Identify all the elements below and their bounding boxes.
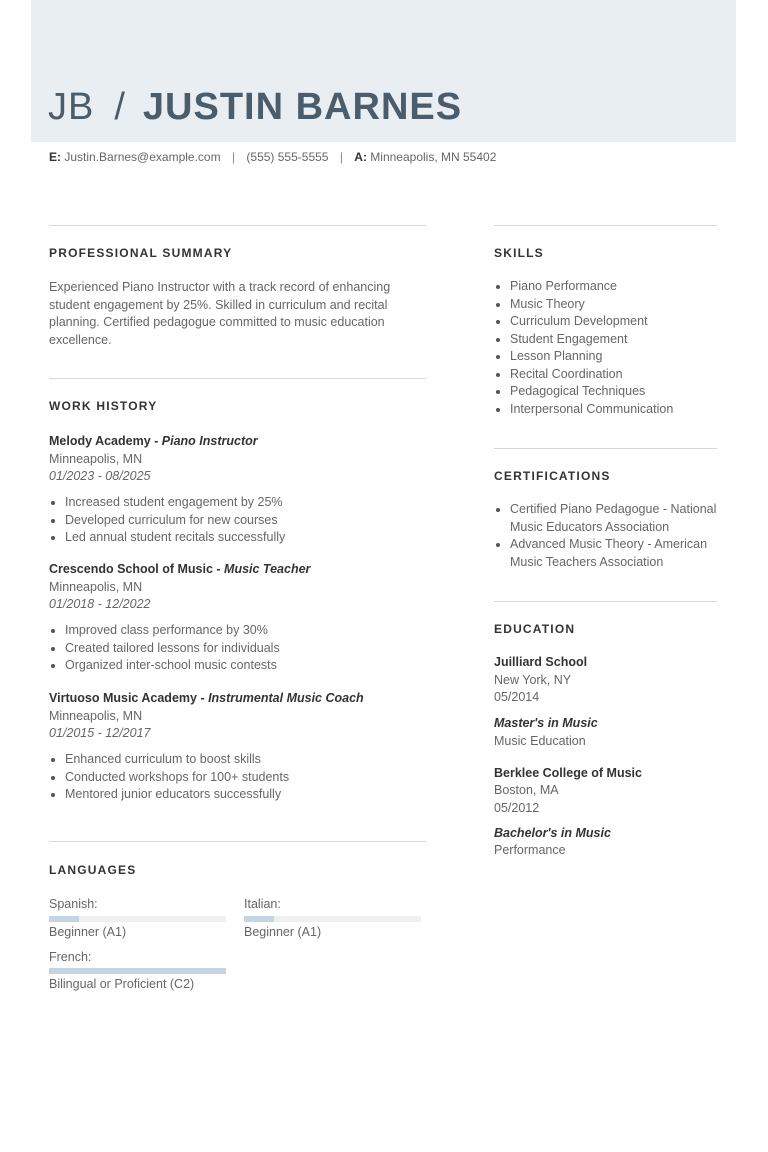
certifications-list	[494, 501, 718, 571]
contact-separator: |	[339, 150, 343, 164]
job-dash: -	[196, 691, 209, 705]
summary-text: Experienced Piano Instructor with a track record of enhancing student engagement by 25%. Skilled in curriculum and recital planning. Certified pedagogue committed to music education excellence.	[49, 280, 391, 347]
section-divider	[494, 225, 717, 226]
skills-heading: SKILLS	[494, 246, 544, 260]
job-dates: 01/2023 - 08/2025	[49, 469, 151, 483]
job-title	[49, 434, 258, 448]
list-item: Led annual student recitals successfully	[49, 529, 419, 547]
certifications-heading: CERTIFICATIONS	[494, 469, 611, 483]
education-school: Juilliard School	[494, 655, 588, 669]
list-item: Interpersonal Communication	[494, 401, 718, 419]
language-level: Beginner (A1)	[49, 925, 127, 939]
email[interactable]: Justin.Barnes@example.com	[64, 150, 221, 164]
languages-heading: LANGUAGES	[49, 863, 137, 877]
education-date: 05/2012	[494, 801, 540, 815]
job-location: Minneapolis, MN	[49, 452, 143, 466]
job-bullets	[49, 622, 419, 675]
section-divider	[49, 225, 426, 226]
section-divider	[49, 378, 426, 379]
language-name: Italian:	[244, 897, 281, 911]
education-school: Berklee College of Music	[494, 766, 642, 780]
summary-heading: PROFESSIONAL SUMMARY	[49, 246, 233, 260]
education-date: 05/2014	[494, 690, 540, 704]
list-item: Student Engagement	[494, 331, 718, 349]
list-item: Advanced Music Theory - American Music Teachers Association	[494, 536, 718, 571]
contact-line	[49, 150, 496, 164]
job-dates: 01/2018 - 12/2022	[49, 597, 151, 611]
language-level: Bilingual or Proficient (C2)	[49, 977, 195, 991]
full-name: JUSTIN BARNES	[142, 85, 463, 128]
language-name: French:	[49, 950, 92, 964]
language-level-fill	[244, 916, 274, 922]
contact-separator: |	[231, 150, 236, 164]
list-item: Certified Piano Pedagogue - National Music Educators Association	[494, 501, 718, 536]
skills-list	[494, 278, 718, 418]
language-level: Beginner (A1)	[244, 925, 322, 939]
education-degree: Bachelor's in Music	[494, 826, 611, 840]
address-label: A:	[354, 150, 367, 164]
name-line	[48, 83, 462, 131]
name-slash: /	[114, 85, 125, 128]
list-item: Curriculum Development	[494, 313, 718, 331]
job-company: Virtuoso Music Academy	[49, 691, 197, 705]
list-item: Piano Performance	[494, 278, 718, 296]
list-item: Pedagogical Techniques	[494, 383, 718, 401]
job-company: Crescendo School of Music	[49, 562, 213, 576]
job-dash: -	[212, 562, 225, 576]
list-item: Conducted workshops for 100+ students	[49, 769, 419, 787]
education-heading: EDUCATION	[494, 622, 576, 636]
list-item: Increased student engagement by 25%	[49, 494, 419, 512]
job-company: Melody Academy	[49, 434, 151, 448]
job-bullets	[49, 751, 419, 804]
work-heading: WORK HISTORY	[49, 399, 158, 413]
language-level-fill	[49, 916, 79, 922]
language-level-fill	[49, 968, 226, 974]
job-role: Piano Instructor	[161, 434, 258, 448]
job-dates: 01/2015 - 12/2017	[49, 726, 151, 740]
education-degree: Master's in Music	[494, 716, 598, 730]
list-item: Enhanced curriculum to boost skills	[49, 751, 419, 769]
list-item: Recital Coordination	[494, 366, 718, 384]
job-bullets	[49, 494, 419, 547]
job-title	[49, 691, 364, 705]
list-item: Developed curriculum for new courses	[49, 512, 419, 530]
section-divider	[494, 601, 717, 602]
job-title	[49, 562, 310, 576]
education-location: New York, NY	[494, 673, 572, 687]
list-item: Organized inter-school music contests	[49, 657, 419, 675]
initials: JB	[48, 85, 95, 128]
job-role: Instrumental Music Coach	[208, 691, 364, 705]
list-item: Created tailored lessons for individuals	[49, 640, 419, 658]
language-level-bar	[49, 916, 226, 922]
address: Minneapolis, MN 55402	[370, 150, 497, 164]
language-name: Spanish:	[49, 897, 98, 911]
section-divider	[49, 841, 426, 842]
list-item: Music Theory	[494, 296, 718, 314]
language-level-bar	[49, 968, 226, 974]
section-divider	[494, 448, 717, 449]
email-label: E:	[49, 150, 61, 164]
list-item: Improved class performance by 30%	[49, 622, 419, 640]
list-item: Lesson Planning	[494, 348, 718, 366]
list-item: Mentored junior educators successfully	[49, 786, 419, 804]
education-field: Performance	[494, 843, 566, 857]
language-level-bar	[244, 916, 421, 922]
job-dash: -	[150, 434, 162, 448]
phone: (555) 555-5555	[246, 150, 329, 164]
job-role: Music Teacher	[224, 562, 311, 576]
job-location: Minneapolis, MN	[49, 580, 143, 594]
education-location: Boston, MA	[494, 783, 559, 797]
education-field: Music Education	[494, 734, 586, 748]
job-location: Minneapolis, MN	[49, 709, 143, 723]
